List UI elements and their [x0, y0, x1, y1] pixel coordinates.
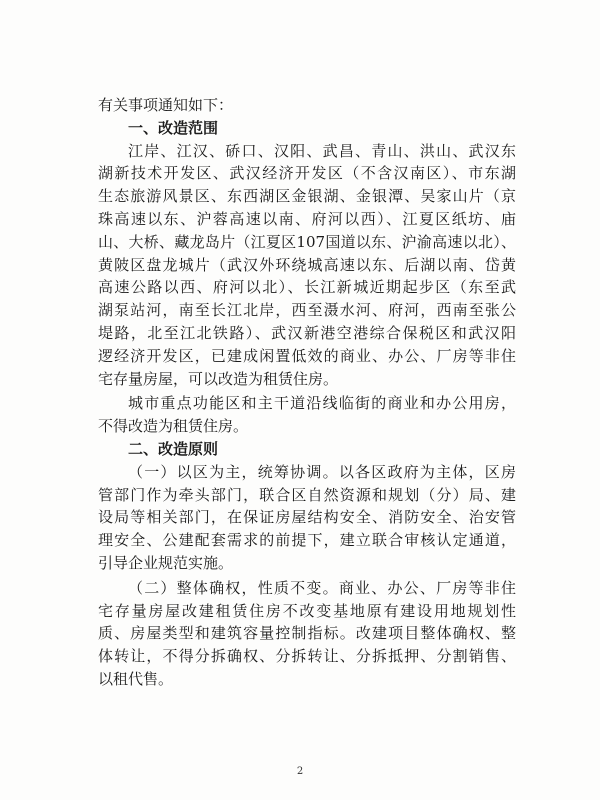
paragraph-line: （一）以区为主，统筹协调。以各区政府为主体，区房: [128, 462, 516, 481]
principle-one-paragraph: [98, 461, 516, 575]
paragraph-line: 引导企业规范实施。: [98, 553, 234, 572]
section-heading-scope: 一、改造范围: [128, 118, 219, 137]
document-body: [98, 94, 516, 691]
principle-two-paragraph: [98, 577, 516, 691]
intro-line: 有关事项通知如下：: [98, 96, 234, 114]
paragraph-line: 以租代售。: [98, 669, 174, 688]
paragraph-line: 湖新技术开发区、武汉经济开发区（不含汉南区）、市东湖: [98, 164, 516, 183]
paragraph-line: 理安全、公建配套需求的前提下，建立联合审核认定通道，: [98, 531, 516, 550]
paragraph-line: 珠高速以东、沪蓉高速以南、府河以西）、江夏区纸坊、庙: [98, 209, 516, 228]
paragraph-line: 堤路，北至江北铁路）、武汉新港空港综合保税区和武汉阳: [98, 323, 516, 342]
paragraph-line: 江岸、江汉、硚口、汉阳、武昌、青山、洪山、武汉东: [128, 141, 516, 160]
paragraph-line: 宅存量房屋，可以改造为租赁住房。: [98, 369, 339, 388]
paragraph-line: 宅存量房屋改建租赁住房不改变基地原有建设用地规划性: [98, 601, 516, 620]
paragraph-line: 山、大桥、藏龙岛片（江夏区107国道以东、沪渝高速以北）、: [98, 232, 516, 251]
paragraph-line: 黄陂区盘龙城片（武汉外环绕城高速以东、后湖以南、岱黄: [98, 255, 516, 274]
paragraph-line: 设局等相关部门，在保证房屋结构安全、消防安全、治安管: [98, 508, 516, 527]
paragraph-line: 生态旅游风景区、东西湖区金银湖、金银潭、吴家山片（京: [98, 187, 516, 206]
page-number: 2: [296, 766, 304, 777]
paragraph-line: 体转让，不得分拆确权、分拆转让、分拆抵押、分割销售、: [98, 647, 516, 666]
paragraph-line: 城市重点功能区和主干道沿线临街的商业和办公用房，: [128, 394, 516, 413]
restriction-paragraph: [98, 392, 516, 438]
paragraph-line: （二）整体确权，性质不变。商业、办公、厂房等非住: [128, 578, 516, 597]
paragraph-line: 不得改造为租赁住房。: [98, 417, 249, 436]
paragraph-line: 逻经济开发区，已建成闲置低效的商业、办公、厂房等非住: [98, 346, 516, 365]
paragraph-line: 管部门作为牵头部门，联合区自然资源和规划（分）局、建: [98, 485, 516, 504]
paragraph-line: 质、房屋类型和建筑容量控制指标。改建项目整体确权、整: [98, 624, 516, 643]
scope-paragraph: [98, 140, 516, 391]
paragraph-line: 高速公路以西、府河以北）、长江新城近期起步区（东至武: [98, 278, 516, 297]
paragraph-line: 湖泵站河，南至长江北岸，西至滠水河、府河，西南至张公: [98, 301, 516, 320]
section-heading-principles: 二、改造原则: [128, 439, 219, 458]
